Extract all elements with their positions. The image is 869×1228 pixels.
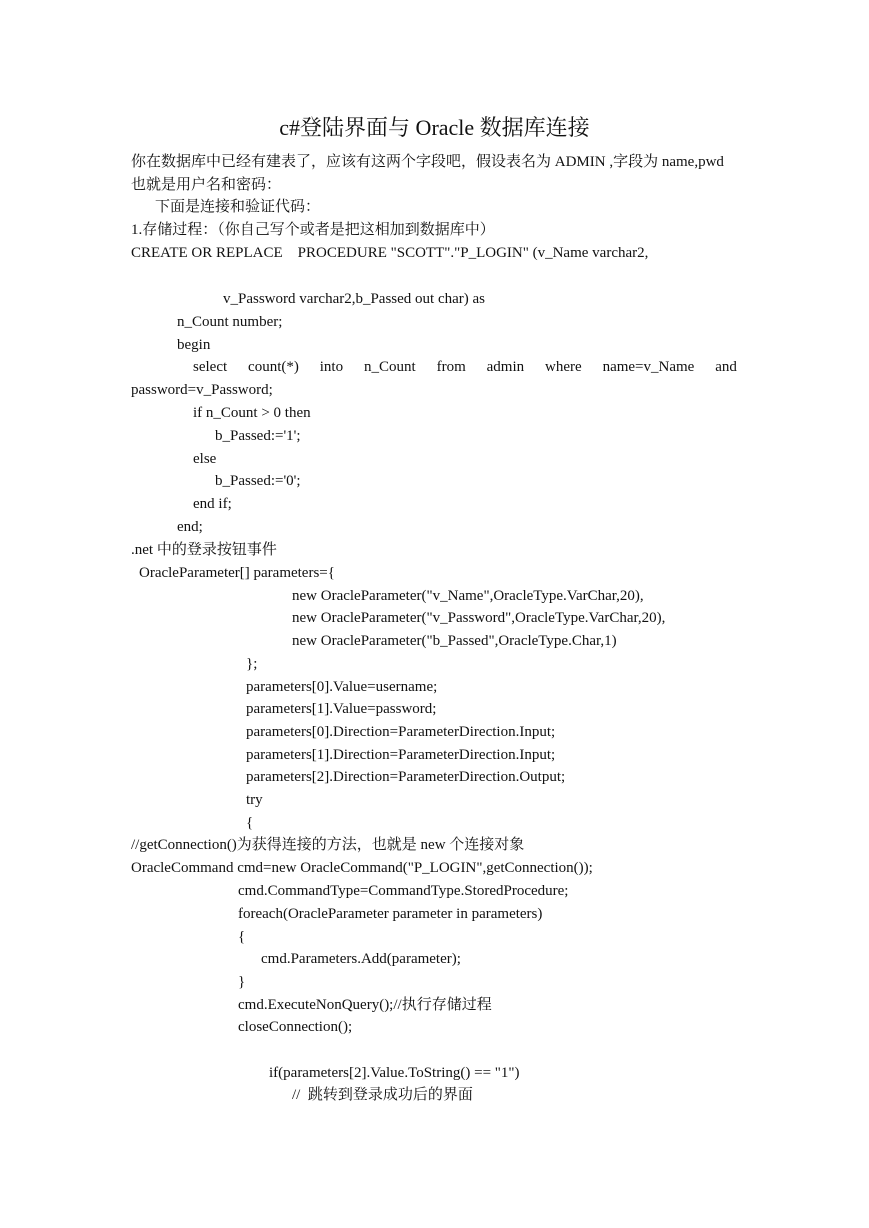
code-try: try bbox=[246, 792, 263, 808]
code-value-0: parameters[0].Value=username; bbox=[246, 679, 438, 695]
select-word: from bbox=[436, 359, 466, 375]
code-if-check: if(parameters[2].Value.ToString() == "1") bbox=[269, 1065, 520, 1081]
procedure-passed-0: b_Passed:='0'; bbox=[215, 473, 301, 489]
code-comment-connection: //getConnection()为获得连接的方法，也就是 new 个连接对象 bbox=[131, 837, 525, 853]
intro-line-4: 1.存储过程：（你自己写个或者是把这相加到数据库中） bbox=[131, 222, 495, 238]
procedure-declare: n_Count number; bbox=[177, 314, 283, 330]
procedure-passed-1: b_Passed:='1'; bbox=[215, 428, 301, 444]
code-param-2: new OracleParameter("v_Password",OracleType.VarChar,20), bbox=[292, 610, 666, 626]
intro-line-2: 也就是用户名和密码： bbox=[131, 177, 282, 193]
select-word: admin bbox=[486, 359, 525, 375]
code-cmd-new: OracleCommand cmd=new OracleCommand("P_LOGIN",getConnection()); bbox=[131, 860, 593, 876]
procedure-select-cont: password=v_Password; bbox=[131, 382, 273, 398]
code-value-1: parameters[1].Value=password; bbox=[246, 701, 437, 717]
procedure-select-line bbox=[131, 357, 737, 377]
select-word: into bbox=[319, 359, 344, 375]
procedure-if: if n_Count > 0 then bbox=[193, 405, 311, 421]
procedure-header: CREATE OR REPLACE PROCEDURE "SCOTT"."P_LOGIN" (v_Name varchar2, bbox=[131, 245, 649, 261]
dotnet-heading: .net 中的登录按钮事件 bbox=[131, 542, 277, 558]
procedure-else: else bbox=[193, 451, 217, 467]
code-foreach-close: } bbox=[238, 974, 246, 990]
intro-line-3: 下面是连接和验证代码： bbox=[155, 199, 321, 215]
procedure-params: v_Password varchar2,b_Passed out char) as bbox=[223, 291, 486, 307]
code-foreach-add: cmd.Parameters.Add(parameter); bbox=[261, 951, 461, 967]
procedure-end: end; bbox=[177, 519, 203, 535]
code-direction-1: parameters[1].Direction=ParameterDirection.Input; bbox=[246, 747, 556, 763]
code-execute: cmd.ExecuteNonQuery();//执行存储过程 bbox=[238, 997, 492, 1013]
code-cmd-type: cmd.CommandType=CommandType.StoredProcedure; bbox=[238, 883, 569, 899]
code-direction-2: parameters[2].Direction=ParameterDirection.Output; bbox=[246, 769, 566, 785]
code-param-3: new OracleParameter("b_Passed",OracleType.Char,1) bbox=[292, 633, 617, 649]
code-close-connection: closeConnection(); bbox=[238, 1019, 353, 1035]
code-foreach-open: { bbox=[238, 929, 246, 945]
procedure-begin: begin bbox=[177, 337, 211, 353]
select-word: name=v_Name bbox=[602, 359, 695, 375]
select-word: where bbox=[545, 359, 582, 375]
code-foreach: foreach(OracleParameter parameter in parameters) bbox=[238, 906, 543, 922]
select-word: count(*) bbox=[248, 359, 299, 375]
procedure-endif: end if; bbox=[193, 496, 232, 512]
code-close-brace: }; bbox=[246, 656, 258, 672]
select-word: and bbox=[715, 359, 737, 375]
code-params-decl: OracleParameter[] parameters={ bbox=[139, 565, 335, 581]
code-comment-jump: // 跳转到登录成功后的界面 bbox=[292, 1087, 473, 1103]
select-word: n_Count bbox=[364, 359, 416, 375]
document-title: c#登陆界面与 Oracle 数据库连接 bbox=[279, 115, 590, 140]
code-open-brace: { bbox=[246, 815, 254, 831]
code-param-1: new OracleParameter("v_Name",OracleType.VarChar,20), bbox=[292, 588, 644, 604]
select-word: select bbox=[193, 359, 228, 375]
code-direction-0: parameters[0].Direction=ParameterDirection.Input; bbox=[246, 724, 556, 740]
intro-line-1: 你在数据库中已经有建表了，应该有这两个字段吧，假设表名为 ADMIN ,字段为 name,pwd bbox=[131, 154, 724, 170]
